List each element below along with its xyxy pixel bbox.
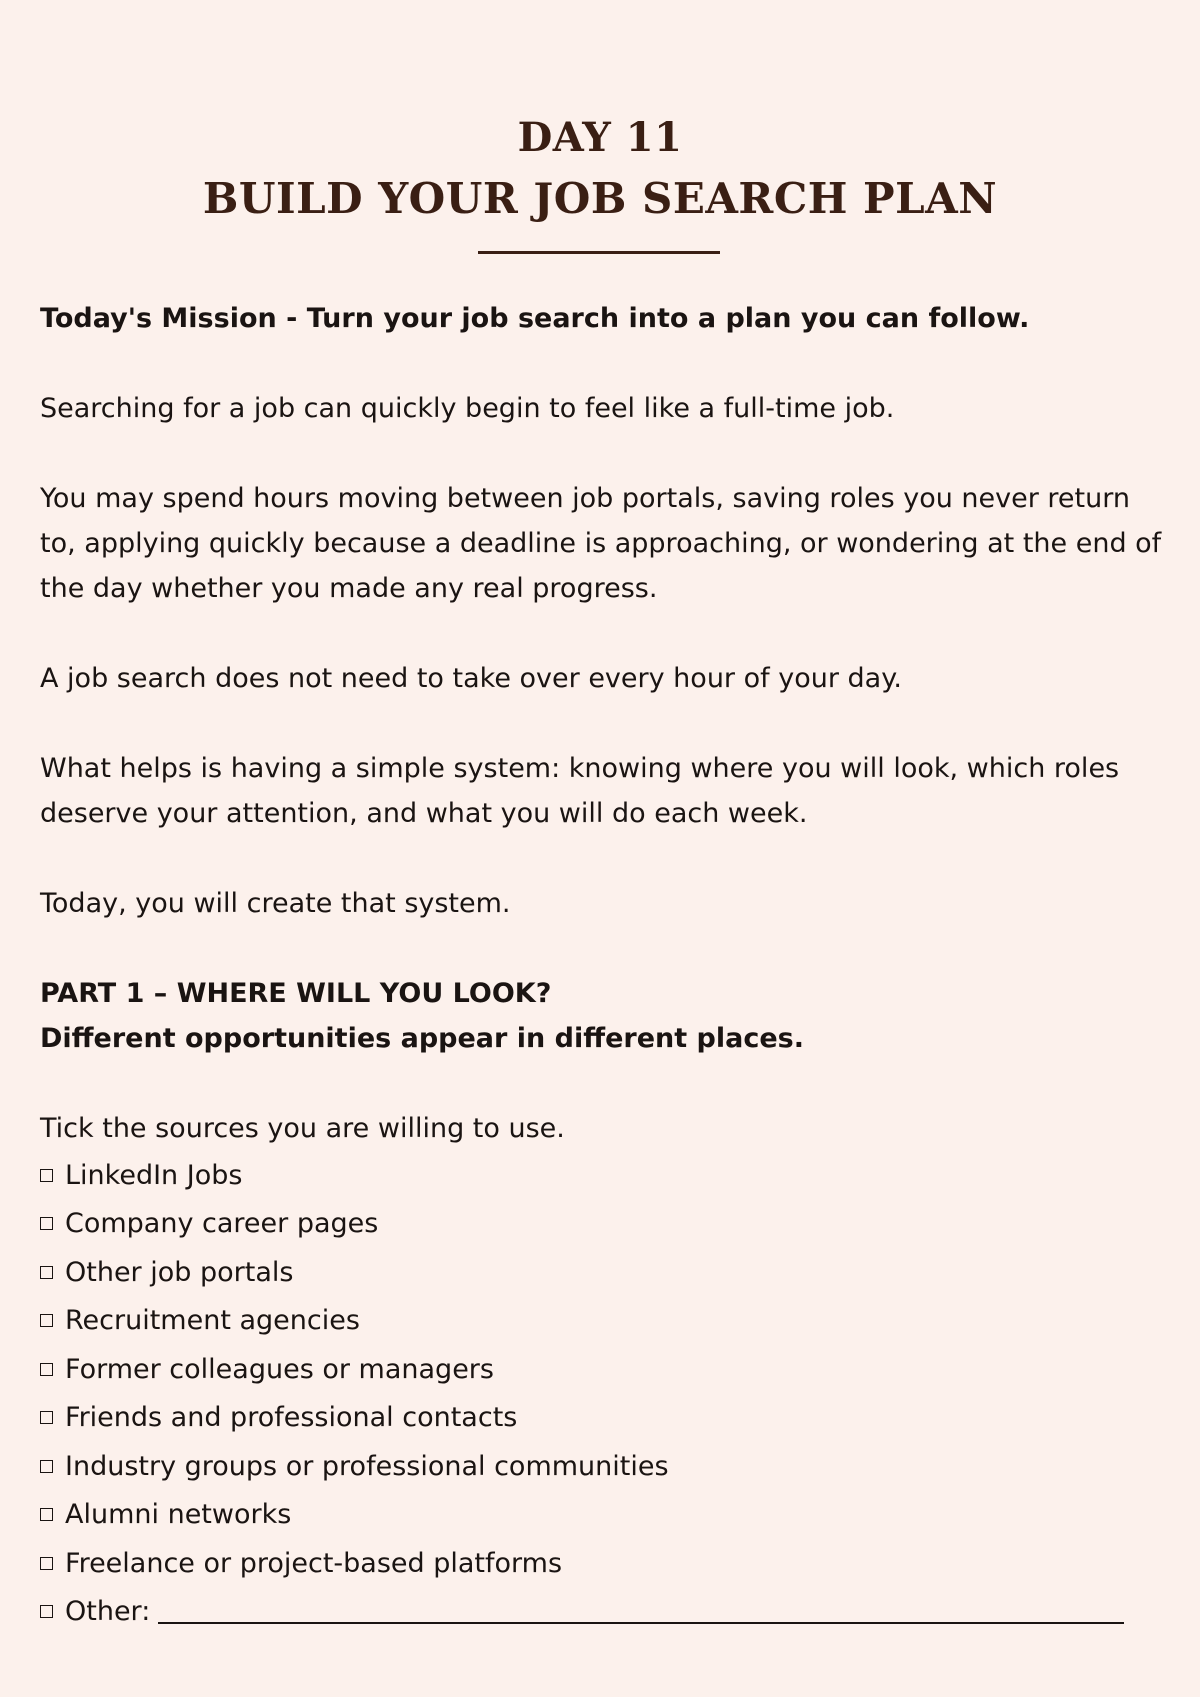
checklist-item[interactable] — [40, 1200, 1170, 1249]
title-day: DAY 11 — [517, 114, 683, 161]
part1-subheading: Different opportunities appear in different places. — [40, 1023, 804, 1054]
checklist-item-label: Freelance or project-based platforms — [65, 1547, 563, 1579]
paragraph-2: You may spend hours moving between job portals, saving roles you never return to, applying quickly because a deadline is approaching, or wondering at the end of the day whether you made any real progress. — [40, 483, 1162, 604]
checklist-item[interactable] — [40, 1442, 1170, 1491]
page-title — [0, 108, 1200, 230]
checklist-item[interactable] — [40, 1248, 1170, 1297]
checkbox-icon[interactable] — [40, 1217, 53, 1230]
part1-instruction: Tick the sources you are willing to use. — [40, 1113, 565, 1144]
title-divider — [478, 251, 720, 254]
mission-statement: Today's Mission - Turn your job search into a plan you can follow. — [40, 303, 1030, 334]
checklist-item[interactable] — [40, 1297, 1170, 1346]
checkbox-icon[interactable] — [40, 1605, 53, 1618]
checklist-item-other[interactable] — [40, 1588, 1170, 1637]
checkbox-icon[interactable] — [40, 1266, 53, 1279]
checkbox-icon[interactable] — [40, 1557, 53, 1570]
checklist-item[interactable] — [40, 1345, 1170, 1394]
checklist-item-label: Recruitment agencies — [65, 1305, 360, 1337]
checklist-item-label: Former colleagues or managers — [65, 1353, 494, 1385]
checklist-item[interactable] — [40, 1539, 1170, 1588]
checkbox-icon[interactable] — [40, 1314, 53, 1327]
title-main: BUILD YOUR JOB SEARCH PLAN — [202, 174, 998, 223]
checklist-item[interactable] — [40, 1491, 1170, 1540]
checkbox-icon[interactable] — [40, 1508, 53, 1521]
sources-checklist — [40, 1151, 1170, 1636]
checkbox-icon[interactable] — [40, 1411, 53, 1424]
checkbox-icon[interactable] — [40, 1363, 53, 1376]
checklist-item-label: Friends and professional contacts — [65, 1402, 518, 1434]
paragraph-3: A job search does not need to take over every hour of your day. — [40, 663, 902, 694]
checklist-item-label: Company career pages — [65, 1208, 379, 1240]
checklist-item-label: Other job portals — [65, 1256, 294, 1288]
checklist-item-label: LinkedIn Jobs — [65, 1159, 243, 1191]
part1-heading: PART 1 – WHERE WILL YOU LOOK? — [40, 978, 552, 1009]
other-label: Other: — [65, 1596, 151, 1628]
paragraph-5: Today, you will create that system. — [40, 888, 511, 919]
other-write-in-line[interactable] — [158, 1596, 1124, 1624]
paragraph-4: What helps is having a simple system: knowing where you will look, which roles deserve your attention, and what you will do each week. — [40, 753, 1120, 829]
checklist-item-label: Alumni networks — [65, 1499, 292, 1531]
checklist-item[interactable] — [40, 1394, 1170, 1443]
checkbox-icon[interactable] — [40, 1460, 53, 1473]
paragraph-1: Searching for a job can quickly begin to feel like a full-time job. — [40, 393, 895, 424]
checklist-item[interactable] — [40, 1151, 1170, 1200]
checklist-item-label: Industry groups or professional communities — [65, 1450, 669, 1482]
worksheet-content — [40, 296, 1170, 1636]
checkbox-icon[interactable] — [40, 1169, 53, 1182]
